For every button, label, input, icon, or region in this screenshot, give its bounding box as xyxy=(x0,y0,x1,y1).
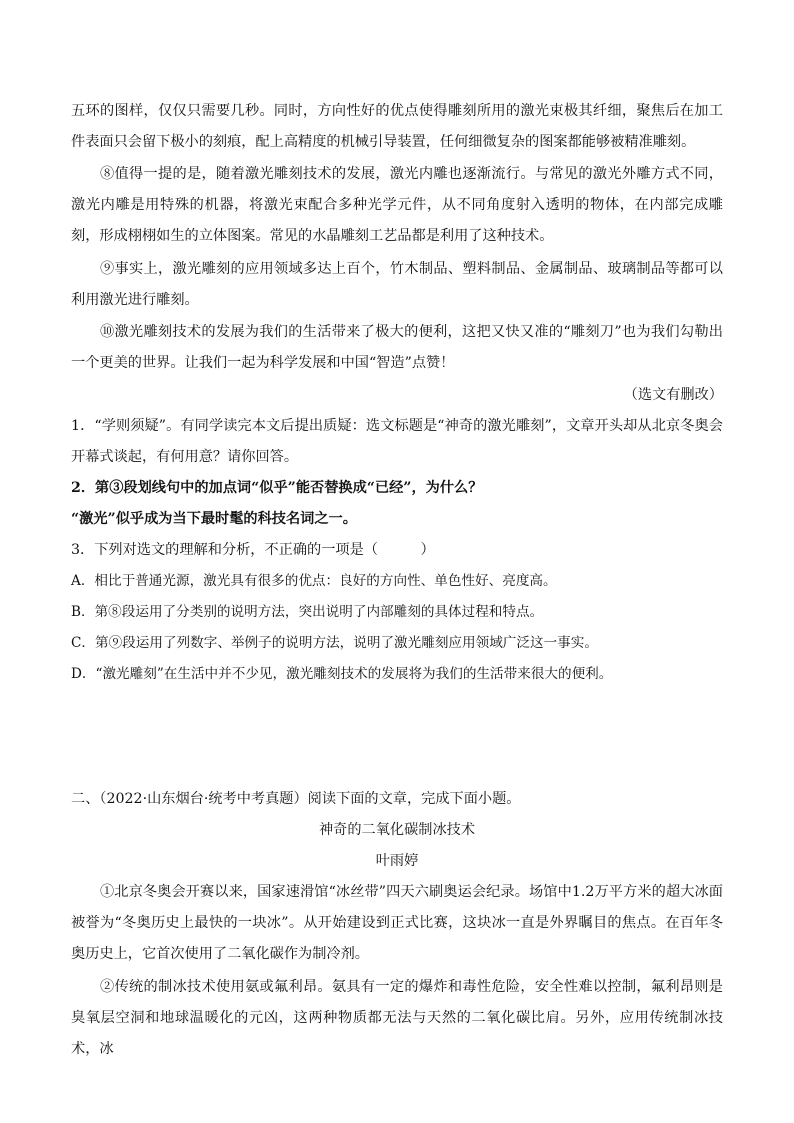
article-paragraph-2: ②传统的制冰技术使用氨或氟利昂。氨具有一定的爆炸和毒性危险，安全性难以控制，氟利昂则是臭氧层空洞和地球温暖化的元凶，这两种物质都无法与天然的二氧化碳比肩。另外，应用传统制冰技术，冰 xyxy=(71,979,723,1057)
paragraph-9: ⑨事实上，激光雕刻的应用领域多达上百个，竹木制品、塑料制品、金属制品、玻璃制品等都可以利用激光进行雕刻。 xyxy=(71,261,723,308)
question-3: 3．下列对选文的理解和分析，不正确的一项是（ ） xyxy=(71,542,435,558)
question-3-option-b: B．第⑧段运用了分类别的说明方法，突出说明了内部雕刻的具体过程和特点。 xyxy=(71,604,544,620)
question-3-option-d: D．“激光雕刻”在生活中并不少见，激光雕刻技术的发展将为我们的生活带来很大的便利。 xyxy=(71,666,613,682)
source-note: （选文有删改） xyxy=(623,387,723,403)
paragraph-8: ⑧值得一提的是，随着激光雕刻技术的发展，激光内雕也逐渐流行。与常见的激光外雕方式不同，激光内雕是用特殊的机器，将激光束配合多种光学元件，从不同角度射入透明的物体，在内部完成雕刻，形成栩栩如生的立体图案。常见的水晶雕刻工艺品都是利用了这种技术。 xyxy=(71,166,723,244)
article-title: 神奇的二氧化碳制冰技术 xyxy=(318,822,476,838)
article-paragraph-1: ①北京冬奥会开赛以来，国家速滑馆“冰丝带”四天六刷奥运会纪录。场馆中1.2万平方米的超大冰面被誉为“冬奥历史上最快的一块冰”。从开始建设到正式比赛，这块冰一直是外界瞩目的焦点。在百年冬奥历史上，它首次使用了二氧化碳作为制冷剂。 xyxy=(71,884,723,962)
question-1: 1．“学则须疑”。有同学读完本文后提出质疑：选文标题是“神奇的激光雕刻”，文章开头却从北京冬奥会开幕式谈起，有何用意？请你回答。 xyxy=(71,418,723,465)
section-2-heading: 二、（2022·山东烟台·统考中考真题）阅读下面的文章，完成下面小题。 xyxy=(71,791,521,807)
paragraph-7-continued: 五环的图样，仅仅只需要几秒。同时，方向性好的优点使得雕刻所用的激光束极其纤细，聚焦后在加工件表面只会留下极小的刻痕，配上高精度的机械引导装置，任何细微复杂的图案都能够被精准雕刻。 xyxy=(71,103,723,150)
question-3-option-a: A．相比于普通光源，激光具有很多的优点：良好的方向性、单色性好、亮度高。 xyxy=(71,573,557,589)
question-2-sentence: “激光”似乎成为当下最时髦的科技名词之一。 xyxy=(71,511,357,527)
question-2: 2．第③段划线句中的加点词“似乎”能否替换成“已经”，为什么？ xyxy=(71,480,483,496)
question-3-option-c: C．第⑨段运用了列数字、举例子的说明方法，说明了激光雕刻应用领域广泛这一事实。 xyxy=(71,635,598,651)
article-author: 叶雨婷 xyxy=(375,853,419,869)
paragraph-10: ⑩激光雕刻技术的发展为我们的生活带来了极大的便利，这把又快又准的“雕刻刀”也为我们勾勒出一个更美的世界。让我们一起为科学发展和中国“智造”点赞！ xyxy=(71,324,723,371)
